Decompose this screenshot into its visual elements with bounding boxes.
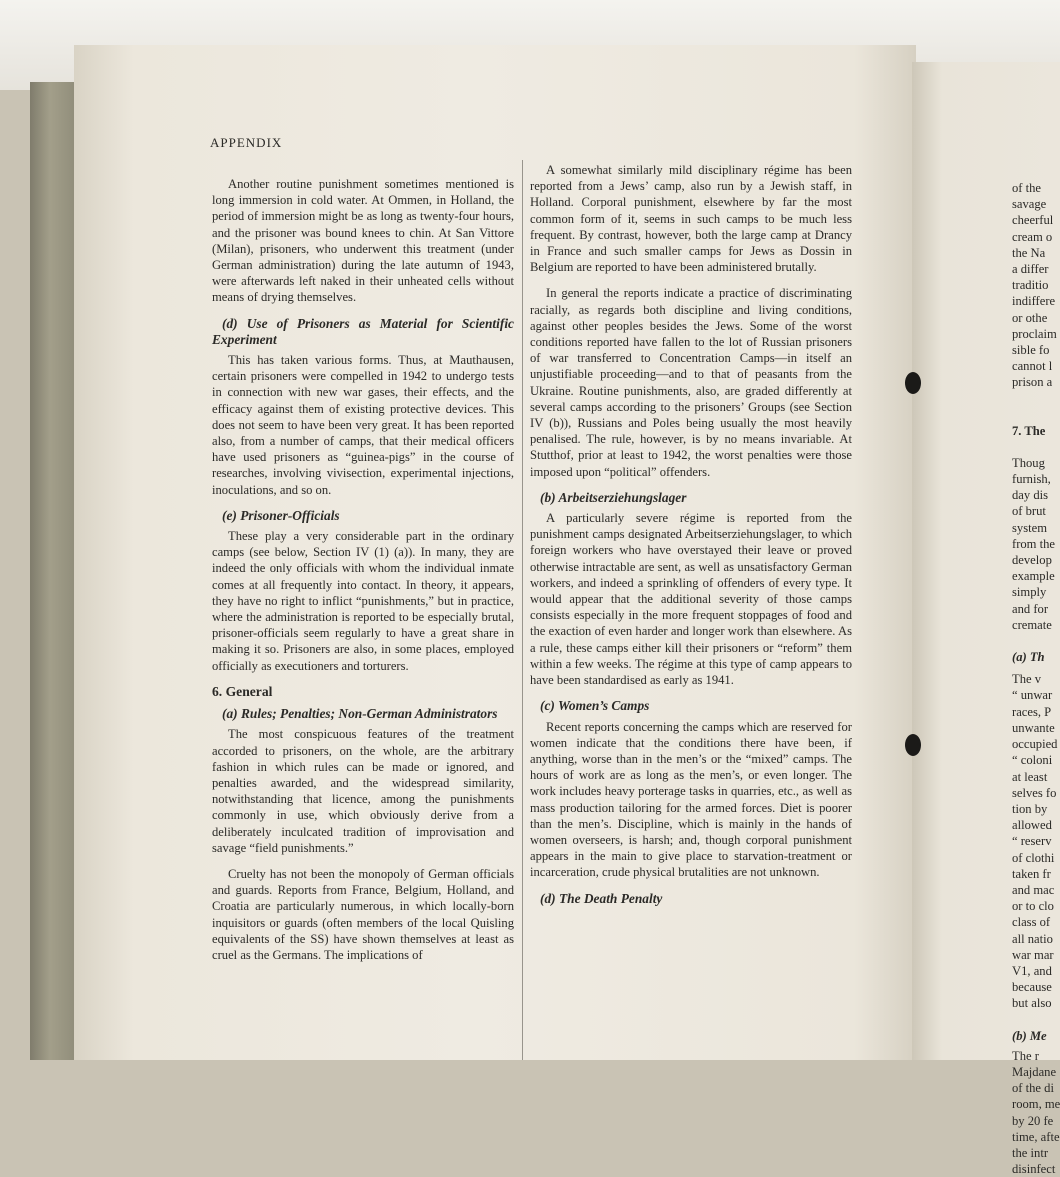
- text-line: or to clo: [1012, 899, 1054, 914]
- text-line: system: [1012, 520, 1047, 535]
- text-line: all natio: [1012, 931, 1053, 946]
- paragraph: The most conspicuous features of the treatment accorded to prisoners, on the whole, are the arbitrary fashion in which rules can be made or ignored, and penalties awarded, and the widespread similarity, notwithstanding that licence, among the punishments commonly in use, which obviously derive from a deliberately inculcated tradition of improvisation and savage “field punishments.”: [212, 727, 514, 855]
- section-heading: (d) The Death Penalty: [540, 890, 663, 906]
- paragraph: A particularly severe régime is reported from the punishment camps designated Arbeitserziehungslager, to which foreign workers who have overstayed their leave or proved otherwise intractable are sent, as well as unsatisfactory German workers, and indeed a sprinkling of offenders of every type. It would appear that the additional severity of those camps consists especially in the more frequent stoppages of food and the exaction of even harder and longer work than elsewhere. As a rule, these camps either kill their prisoners or “reform” them within a few weeks. The régime at this type of camp appears to have been standardised as early as 1941.: [530, 511, 852, 688]
- text-line: time, afte: [1012, 1129, 1060, 1144]
- running-head: APPENDIX: [210, 135, 283, 150]
- text-line: disinfect: [1012, 1162, 1056, 1177]
- text-line: Thoug: [1012, 455, 1045, 470]
- paragraph: This has taken various forms. Thus, at Mauthausen, certain prisoners were compelled in 1942 to undergo tests in connection with new war gases, their effects, and the efficacy against them of existing protective devices. This does not seem to have been very great. It has been reported also, from a number of camps, that their medical officers have used prisoners as “guinea-pigs” in the course of researches, involving vivisection, experimental injections, inoculations, and so on.: [212, 353, 514, 497]
- text-line: a differ: [1012, 262, 1049, 277]
- text-line: cremate: [1012, 617, 1052, 632]
- text-line: at least: [1012, 769, 1048, 784]
- text-line: room, me: [1012, 1097, 1060, 1112]
- paragraph: Recent reports concerning the camps which are reserved for women indicate that the conditions there have been, if anything, worse than in the men’s or the “mixed” camps. The hours of work are as long as the men’s, or even longer. The work includes heavy porterage tasks in quarries, etc., as well as mass production tailoring for the armed forces. Diet is poorer than the men’s. Discipline, which is mainly in the hands of women overseers, is harsh; and, though corporal punishment appears in the main to give place to starvation-treatment or incarceration, crude physical brutalities are not unknown.: [530, 719, 852, 880]
- book-spine: [30, 82, 80, 1060]
- text-line: V1, and: [1012, 963, 1052, 978]
- text-line: indiffere: [1012, 294, 1056, 309]
- text-line: prison a: [1012, 375, 1053, 390]
- text-line: taken fr: [1012, 866, 1051, 881]
- text-line: Majdane: [1012, 1064, 1057, 1079]
- column-3-fragment: [1012, 180, 1060, 1177]
- text-line: develop: [1012, 553, 1052, 568]
- text-line: furnish,: [1012, 472, 1051, 487]
- text-line: the intr: [1012, 1145, 1049, 1160]
- binding-hole-lower: [905, 734, 921, 756]
- text-line: “ coloni: [1012, 753, 1053, 768]
- text-line: occupied: [1012, 737, 1058, 752]
- text-line: The v: [1012, 672, 1042, 687]
- section-heading: (a) Th: [1012, 650, 1045, 665]
- text-line: cheerful: [1012, 213, 1054, 228]
- binding-hole-upper: [905, 372, 921, 394]
- text-line: sible fo: [1012, 343, 1050, 358]
- text-line: proclaim: [1012, 326, 1057, 341]
- text-line: allowed: [1012, 818, 1052, 833]
- text-line: tion by: [1012, 801, 1048, 816]
- section-heading: (a) Rules; Penalties; Non-German Administrators: [222, 706, 498, 722]
- text-line: but also: [1012, 996, 1052, 1011]
- text-line: cannot l: [1012, 359, 1053, 374]
- text-line: simply: [1012, 585, 1047, 600]
- text-line: by 20 fe: [1012, 1113, 1054, 1128]
- text-line: races, P: [1012, 704, 1052, 719]
- text-line: class of: [1012, 915, 1051, 930]
- section-heading: (b) Me: [1012, 1028, 1047, 1043]
- text-line: or othe: [1012, 310, 1048, 325]
- column-divider: [522, 160, 523, 1060]
- text-line: the Na: [1012, 245, 1046, 260]
- fragment-group-a: [1012, 180, 1060, 391]
- text-line: of clothi: [1012, 850, 1055, 865]
- text-line: of the di: [1012, 1081, 1054, 1096]
- text-line: example: [1012, 569, 1055, 584]
- text-line: day dis: [1012, 488, 1049, 503]
- section-heading: 7. The: [1012, 423, 1046, 438]
- text-line: from the: [1012, 536, 1056, 551]
- column-2: [530, 162, 852, 911]
- text-line: The r: [1012, 1048, 1039, 1063]
- text-line: selves fo: [1012, 785, 1057, 800]
- fragment-group-d: [1012, 1048, 1060, 1177]
- column-1: [212, 176, 514, 973]
- section-heading: (e) Prisoner-Officials: [222, 507, 340, 523]
- paragraph: Cruelty has not been the monopoly of German officials and guards. Reports from France, Belgium, Holland, and Croatia are particularly numerous, in which locally-born inquisitors or guards (often members of the local Quisling equivalents of the SS) have shown themselves at least as cruel as the Germans. The implications of: [212, 866, 514, 962]
- text-line: because: [1012, 980, 1052, 995]
- text-line: war mar: [1012, 947, 1054, 962]
- text-line: savage: [1012, 197, 1047, 212]
- section-heading: (c) Women’s Camps: [540, 698, 650, 714]
- text-line: “ reserv: [1012, 834, 1052, 849]
- paragraph: In general the reports indicate a practice of discriminating racially, as regards both discipline and living conditions, against other peoples besides the Jews. Some of the worst conditions reported have fallen to the lot of Russian prisoners of war transferred to Concentration Camps—in itself an unjustifiable proceeding—and to that of peasants from the Ukraine. Routine punishments, also, are graded differently at several camps according to the prisoners’ Groups (see Section IV (b)), Russians and Poles being usually the most heavily penalised. The rule, however, is by no means invariable. At Stutthof, prior at least to 1942, the worst penalties were those imposed upon “political” offenders.: [530, 286, 852, 479]
- text-line: “ unwar: [1012, 688, 1053, 703]
- text-line: traditio: [1012, 278, 1049, 293]
- text-line: of the: [1012, 181, 1042, 195]
- section-heading: (d) Use of Prisoners as Material for Scientific Experiment: [212, 315, 514, 347]
- paragraph: These play a very considerable part in the ordinary camps (see below, Section IV (1) (a)). In many, they are indeed the only officials with whom the individual inmate comes at all frequently into contact. In theory, it appears, they have no right to inflict “punishments,” but in practice, where the administration is reported to be especially brutal, prisoner-officials seem regularly to have a great share in making it so. Prisoners are also, in some places, employed officially as executioners and torturers.: [212, 529, 514, 673]
- fragment-group-c: [1012, 671, 1060, 1011]
- fragment-group-b: [1012, 455, 1060, 633]
- text-line: of brut: [1012, 504, 1046, 519]
- text-line: and for: [1012, 601, 1049, 616]
- section-heading: 6. General: [212, 683, 273, 699]
- text-line: unwante: [1012, 720, 1055, 735]
- section-heading: (b) Arbeitserziehungslager: [540, 489, 687, 505]
- paragraph: Another routine punishment sometimes mentioned is long immersion in cold water. At Ommen, in Holland, the period of immersion might be as long as twenty-four hours, and the prisoner was bound knees to chin. At San Vittore (Milan), prisoners, who underwent this treatment (under German administration) during the late autumn of 1943, were afterwards left naked in their unheated cells without means of drying themselves.: [212, 177, 514, 305]
- paragraph: A somewhat similarly mild disciplinary régime has been reported from a Jews’ camp, also run by a Jewish staff, in Holland. Corporal punishment, elsewhere by far the most common form of it, seems in such camps to be much less frequent. By contrast, however, both the large camp at Drancy in France and such smaller camps for Jews as Dossin in Belgium are reported to have been administered brutally.: [530, 163, 852, 275]
- text-line: cream o: [1012, 229, 1053, 244]
- text-line: and mac: [1012, 882, 1055, 897]
